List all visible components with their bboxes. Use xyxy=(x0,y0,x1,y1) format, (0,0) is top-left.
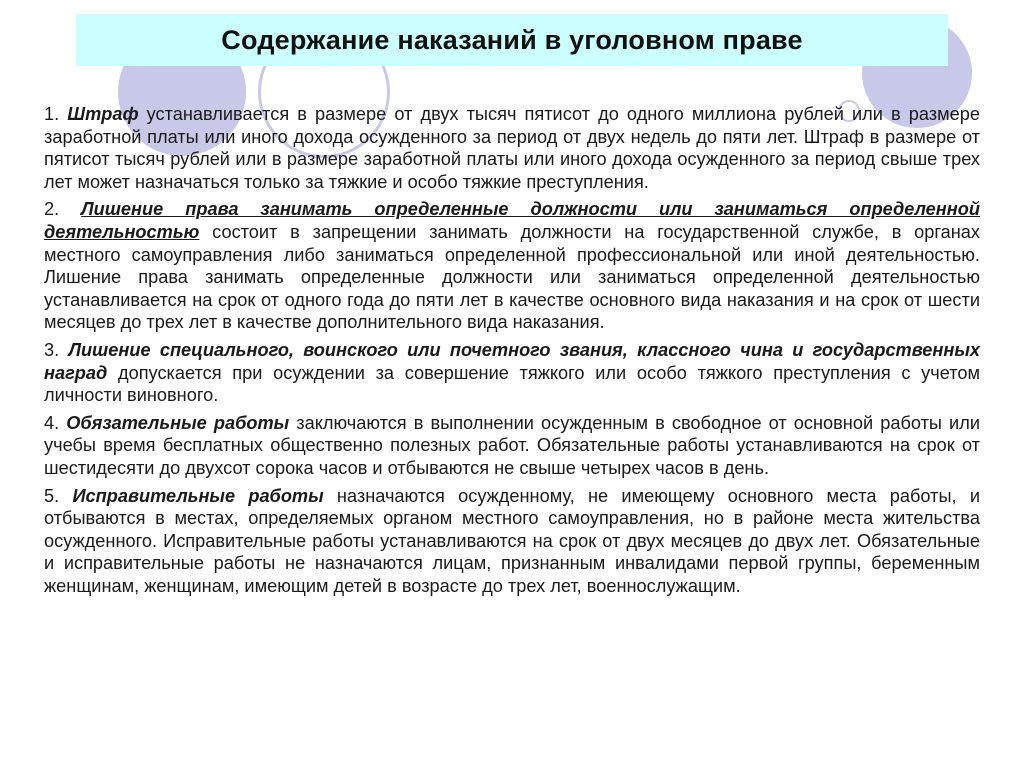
item-number: 3. xyxy=(44,339,60,360)
item-text: допускается при осуждении за совершение тяжкого или особо тяжкого преступления с учетом личности виновного. xyxy=(44,362,980,406)
item-text: заключаются в выполнении осужденным в свободное от основной работы или учебы время бесплатных общественно полезных работ. Обязательные работы устанавливаются на срок от шестидесяти до двухсот сорока часов и отбываются не свыше четырех часов в день. xyxy=(44,412,980,478)
paragraph-fine xyxy=(44,103,980,193)
item-number: 5. xyxy=(44,485,60,506)
item-text: устанавливается в размере от двух тысяч пятисот до одного миллиона рублей или в размере заработной платы или иного дохода осужденного за период от двух недель до пяти лет. Штраф в размере от пятисот тысяч рублей или в размере заработной платы или иного дохода осужденного за период свыше трех лет может назначаться только за тяжкие и особо тяжкие преступления. xyxy=(44,104,980,192)
item-number: 4. xyxy=(44,412,60,433)
title-banner xyxy=(76,14,948,66)
paragraph-compulsory-work xyxy=(44,412,980,480)
term-correctional-work: Исправительные работы xyxy=(72,485,324,506)
paragraph-correctional-work xyxy=(44,485,980,598)
paragraph-deprivation-of-rank xyxy=(44,339,980,407)
term-deprivation-of-rank: Лишение специального, воинского или почетного звания, классного чина и государственных наград xyxy=(44,339,980,383)
item-number: 2. xyxy=(44,199,60,220)
term-deprivation-of-right: Лишение права занимать определенные должности или заниматься определенной деятельностью xyxy=(44,199,980,242)
paragraph-deprivation-of-right xyxy=(44,198,980,334)
item-number: 1. xyxy=(44,104,60,124)
term-fine: Штраф xyxy=(67,104,139,124)
term-compulsory-work: Обязательные работы xyxy=(66,412,290,433)
item-text: назначаются осужденному, не имеющему основного места работы, и отбываются в местах, определяемых органом местного самоуправления, но в районе места жительства осужденного. Исправительные работы устанавливаются на срок от двух месяцев до двух лет. Обязательные и исправительные работы не назначаются лицам, признанным инвалидами первой группы, беременным женщинам, женщинам, имеющим детей в возрасте до трех лет, военнослужащим. xyxy=(44,485,981,596)
content-body xyxy=(44,103,980,602)
item-text: состоит в запрещении занимать должности на государственной службе, в органах местного самоуправления либо заниматься определенной профессиональной или иной деятельностью. Лишение права занимать определенные должности или заниматься определенной деятельностью устанавливается на срок от одного года до пяти лет в качестве основного вида наказания и на срок от шести месяцев до трех лет в качестве дополнительного вида наказания. xyxy=(44,221,980,333)
slide-title: Содержание наказаний в уголовном праве xyxy=(221,24,803,55)
